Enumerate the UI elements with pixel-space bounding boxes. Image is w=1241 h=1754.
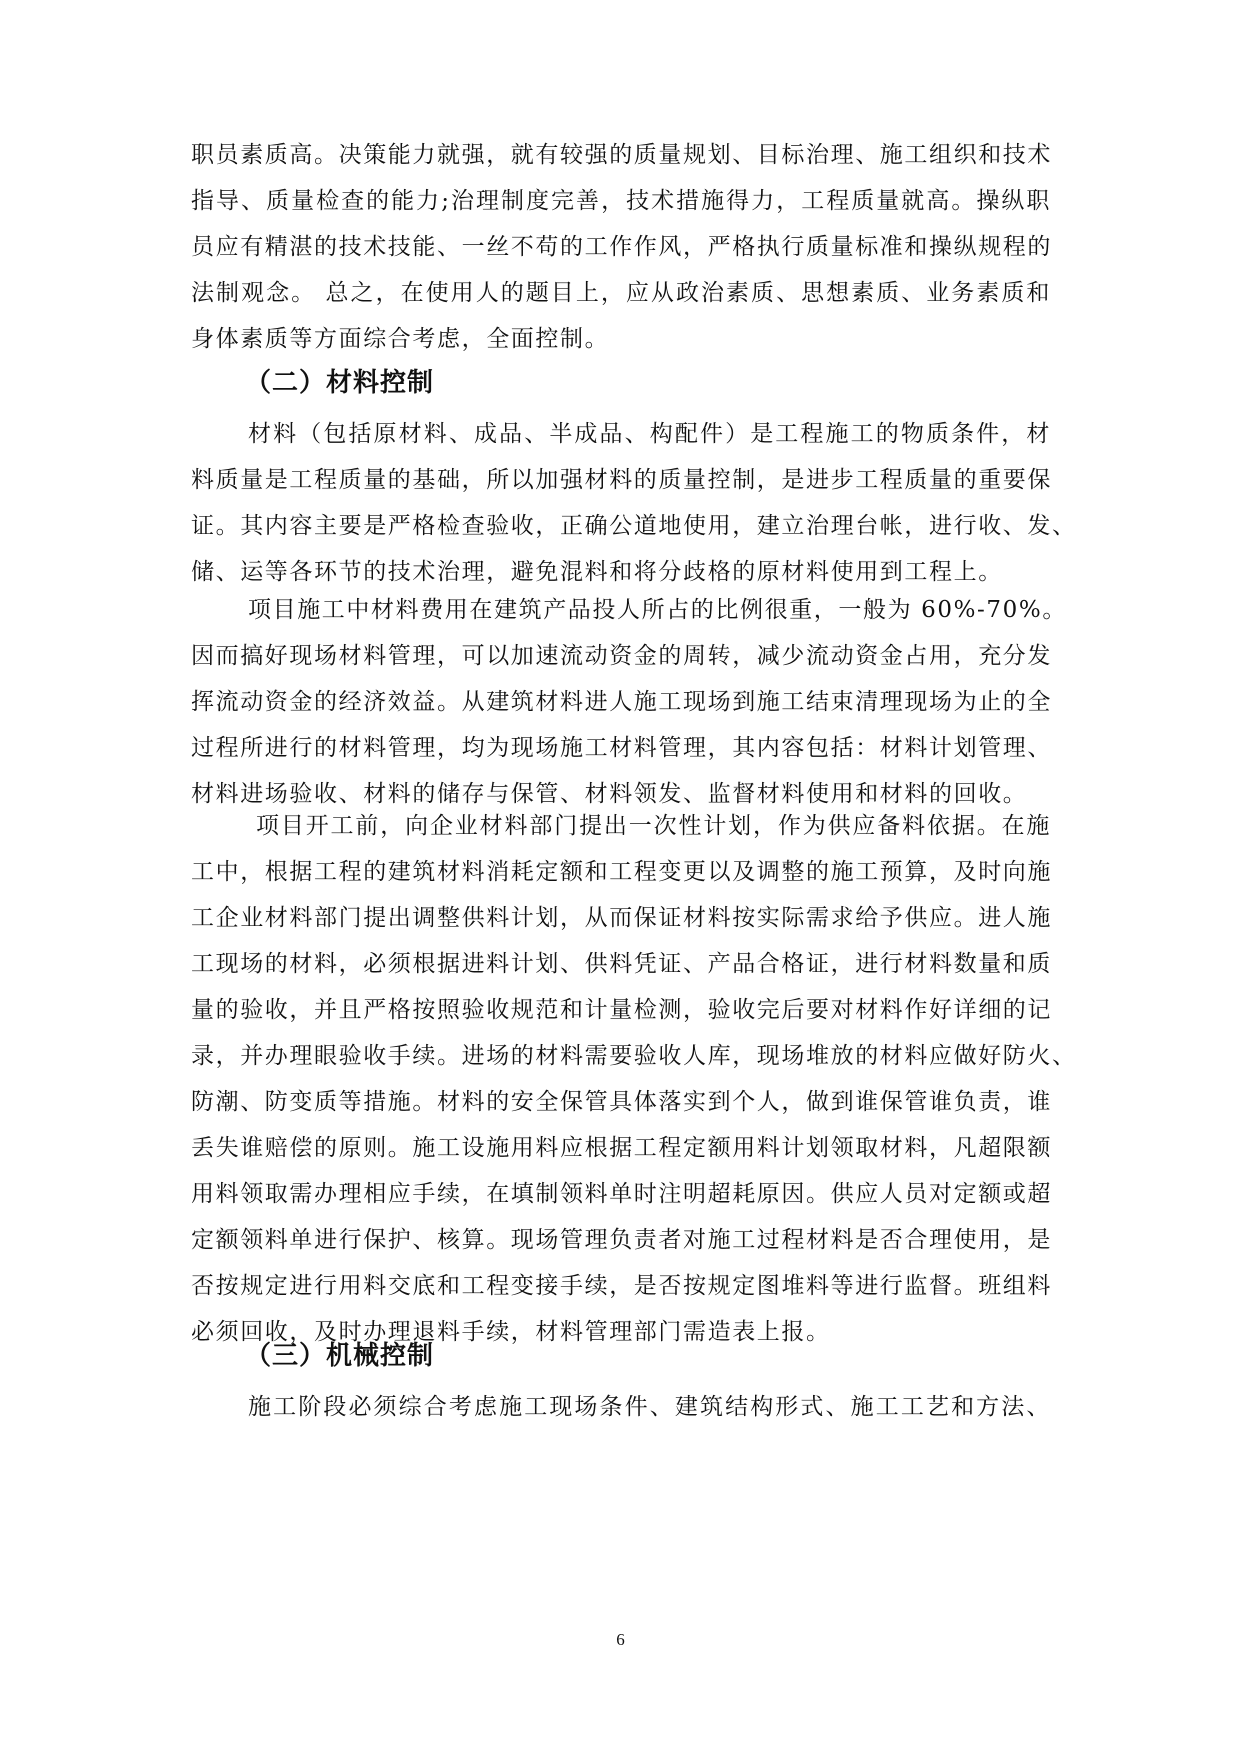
paragraph-material-intro [191,411,1077,595]
text-line: 工中，根据工程的建筑材料消耗定额和工程变更以及调整的施工预算，及时向施 [191,859,1052,885]
text-line: 工现场的材料，必须根据进料计划、供料凭证、产品合格证，进行材料数量和质 [191,951,1052,977]
text-line: 量的验收，并且严格按照验收规范和计量检测，验收完后要对材料作好详细的记 [191,997,1052,1023]
section-heading-material-control: （二）材料控制 [245,368,435,398]
text-line: 指导、质量检查的能力;治理制度完善，技术措施得力，工程质量就高。操纵职 [191,188,1051,214]
text-line: 料质量是工程质量的基础，所以加强材料的质量控制，是进步工程质量的重要保 [191,467,1052,493]
text-line: 员应有精湛的技术技能、一丝不苟的工作作风，严格执行质量标准和操纵规程的 [191,234,1052,260]
paragraph-machine-intro [191,1384,1051,1430]
text-line: 身体素质等方面综合考虑，全面控制。 [191,326,610,352]
text-line: 防潮、防变质等措施。材料的安全保管具体落实到个人，做到谁保管谁负责，谁 [191,1089,1052,1115]
text-line: 证。其内容主要是严格检查验收，正确公道地使用，建立治理台帐，进行收、发、 [191,513,1077,539]
text-line: 必须回收，及时办理退料手续，材料管理部门需造表上报。 [191,1319,831,1345]
text-line: 项目施工中材料费用在建筑产品投人所占的比例很重，一般为 60%-70%。 [248,597,1067,623]
text-line: 否按规定进行用料交底和工程变接手续，是否按规定图堆料等进行监督。班组料 [191,1273,1052,1299]
text-line: 材料（包括原材料、成品、半成品、构配件）是工程施工的物质条件，材 [248,421,1051,447]
text-line: 丢失谁赔偿的原则。施工设施用料应根据工程定额用料计划领取材料，凡超限额 [191,1135,1052,1161]
text-line: 用料领取需办理相应手续，在填制领料单时注明超耗原因。供应人员对定额或超 [191,1181,1052,1207]
text-line: 挥流动资金的经济效益。从建筑材料进人施工现场到施工结束清理现场为止的全 [191,689,1052,715]
text-line: 施工阶段必须综合考虑施工现场条件、建筑结构形式、施工工艺和方法、 [248,1394,1051,1420]
text-line: 工企业材料部门提出调整供料计划，从而保证材料按实际需求给予供应。进人施 [191,905,1052,931]
paragraph-material-management [191,803,1077,1355]
text-line: 因而搞好现场材料管理，可以加速流动资金的周转，减少流动资金占用，充分发 [191,643,1052,669]
text-line: 项目开工前，向企业材料部门提出一次性计划，作为供应备料依据。在施 [256,813,1051,839]
paragraph-material-cost [191,587,1067,817]
text-line: 定额领料单进行保护、核算。现场管理负责者对施工过程材料是否合理使用，是 [191,1227,1052,1253]
page-number: 6 [616,1630,625,1649]
text-line: 职员素质高。决策能力就强，就有较强的质量规划、目标治理、施工组织和技术 [191,142,1052,168]
text-line: 储、运等各环节的技术治理，避免混料和将分歧格的原材料使用到工程上。 [191,559,1003,585]
text-line: 录，并办理眼验收手续。进场的材料需要验收人库，现场堆放的材料应做好防火、 [191,1043,1077,1069]
text-line: 材料进场验收、材料的储存与保管、材料领发、监督材料使用和材料的回收。 [191,781,1028,807]
text-line: 过程所进行的材料管理，均为现场施工材料管理，其内容包括：材料计划管理、 [191,735,1052,761]
paragraph-personnel-quality [191,132,1051,362]
text-line: 法制观念。 总之，在使用人的题目上，应从政治素质、思想素质、业务素质和 [191,280,1051,306]
section-heading-machine-control: （三）机械控制 [245,1341,435,1371]
